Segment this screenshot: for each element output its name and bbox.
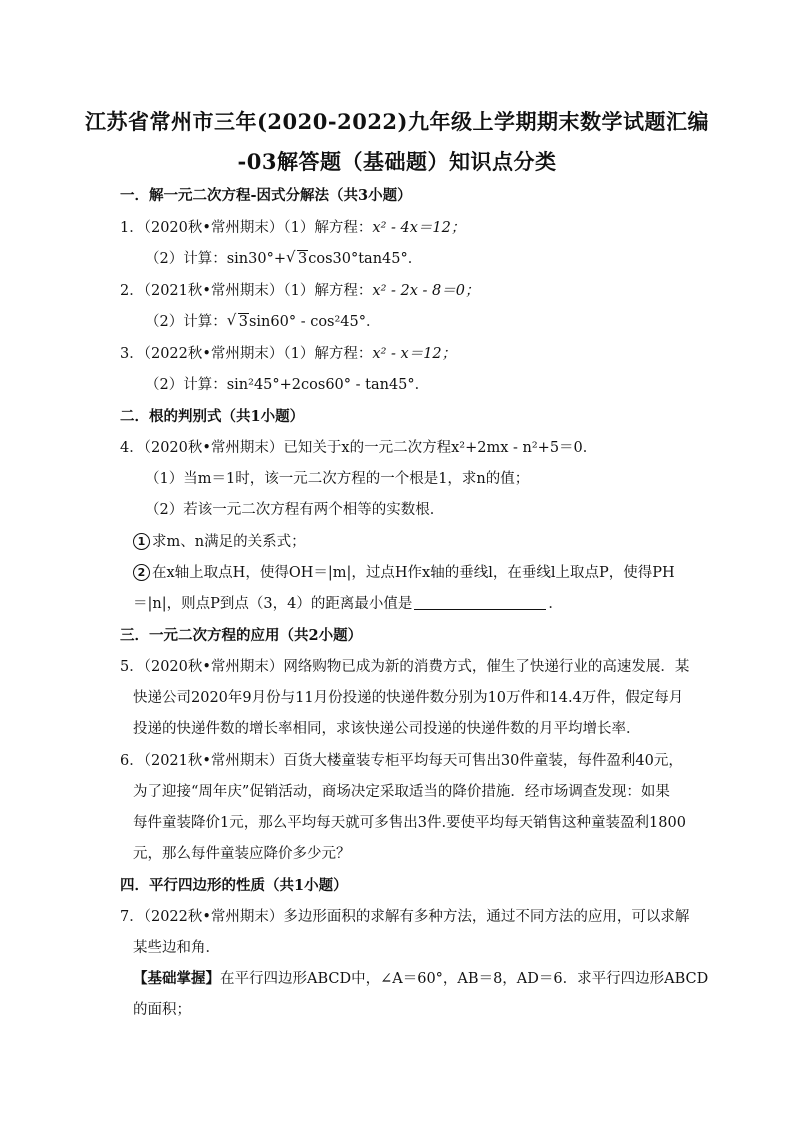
question-4-answer-suffix: ． xyxy=(548,596,563,612)
question-4-sub-1-text: 求m、n满足的关系式； xyxy=(152,534,306,550)
question-5-line-1: 5．（2020秋•常州期末）网络购物已成为新的消费方式，催生了快递行业的高速发展．某 xyxy=(120,659,690,675)
section-heading-3: 三．一元二次方程的应用（共2小题） xyxy=(120,627,363,644)
question-1-stem: 1．（2020秋•常州期末）（1）解方程： xyxy=(120,220,373,236)
question-2-radicand: 3 xyxy=(238,314,248,330)
question-1-equation: x² - 4x＝12； xyxy=(372,220,466,236)
question-6-line-3: 每件童装降价1元，那么平均每天就可多售出3件.要使平均每天销售这种童装盈利1800 xyxy=(133,815,686,831)
basic-mastery-label: 【基础掌握】 xyxy=(133,970,220,987)
question-4-stem: 4．（2020秋•常州期末）已知关于x的一元二次方程x²+2mx - n²+5＝0． xyxy=(120,440,598,456)
question-1-part-1 xyxy=(120,218,465,238)
question-1-part-2 xyxy=(145,249,422,269)
sqrt-symbol xyxy=(286,249,308,269)
question-2-part-2 xyxy=(145,312,381,332)
question-4-sub-1 xyxy=(133,532,306,552)
question-2-part-1 xyxy=(120,281,480,301)
question-3-equation: x² - x＝12； xyxy=(372,346,457,362)
question-2-stem: 2．（2021秋•常州期末）（1）解方程： xyxy=(120,283,373,299)
question-3-part-1 xyxy=(120,344,456,364)
section-heading-4: 四．平行四边形的性质（共1小题） xyxy=(120,877,348,894)
question-2-calc-suffix: sin60° - cos²45°． xyxy=(248,314,381,330)
question-5-line-2: 快递公司2020年9月份与11月份投递的快递件数分别为10万件和14.4万件，假定每月 xyxy=(133,690,684,706)
question-7-line-3-text: 在平行四边形ABCD中，∠A＝60°，AB＝8，AD＝6．求平行四边形ABCD xyxy=(220,971,709,987)
question-7-line-1: 7．（2022秋•常州期末）多边形面积的求解有多种方法，通过不同方法的应用，可以求解 xyxy=(120,909,690,925)
question-4-sub-2 xyxy=(133,563,675,583)
question-6-line-1: 6．（2021秋•常州期末）百货大楼童装专柜平均每天可售出30件童装，每件盈利40元， xyxy=(120,753,683,769)
question-7-line-3 xyxy=(133,969,708,989)
question-1-calc-prefix: （2）计算：sin30°+ xyxy=(145,251,286,267)
question-3-stem: 3．（2022秋•常州期末）（1）解方程： xyxy=(120,346,373,362)
circled-number-2: 2 xyxy=(133,564,150,581)
question-4-part-1: （1）当m＝1时，该一元二次方程的一个根是1，求n的值； xyxy=(145,471,530,487)
question-2-equation: x² - 2x - 8＝0； xyxy=(372,283,480,299)
answer-blank[interactable] xyxy=(414,595,546,610)
document-title-line1: 江苏省常州市三年(2020-2022)九年级上学期期末数学试题汇编 xyxy=(85,109,709,134)
question-4-answer-prefix: ＝|n|，则点P到点（3，4）的距离最小值是 xyxy=(133,596,413,612)
question-7-line-2: 某些边和角． xyxy=(133,940,220,956)
question-4-sub-2-cont xyxy=(133,594,563,614)
question-1-radicand: 3 xyxy=(298,251,308,267)
question-1-calc-suffix: cos30°tan45°． xyxy=(308,251,423,267)
question-5-line-3: 投递的快递件数的增长率相同，求该快递公司投递的快递件数的月平均增长率． xyxy=(133,721,641,737)
question-3-part-2: （2）计算：sin²45°+2cos60° - tan45°． xyxy=(145,377,430,393)
question-6-line-2: 为了迎接“周年庆”促销活动，商场决定采取适当的降价措施．经市场调查发现：如果 xyxy=(133,784,670,800)
section-heading-1: 一．解一元二次方程-因式分解法（共3小题） xyxy=(120,187,412,204)
sqrt-symbol xyxy=(227,312,249,332)
question-2-calc-prefix: （2）计算： xyxy=(145,314,227,330)
question-6-line-4: 元，那么每件童装应降价多少元？ xyxy=(133,846,351,862)
document-title-line2: -03解答题（基础题）知识点分类 xyxy=(237,149,557,174)
circled-number-1: 1 xyxy=(133,533,150,550)
section-heading-2: 二．根的判别式（共1小题） xyxy=(120,408,305,425)
question-4-part-2: （2）若该一元二次方程有两个相等的实数根． xyxy=(145,502,445,518)
question-4-sub-2-text: 在x轴上取点H，使得OH＝|m|，过点H作x轴的垂线l，在垂线l上取点P，使得PH xyxy=(152,565,675,581)
question-7-line-4: 的面积； xyxy=(133,1002,191,1018)
